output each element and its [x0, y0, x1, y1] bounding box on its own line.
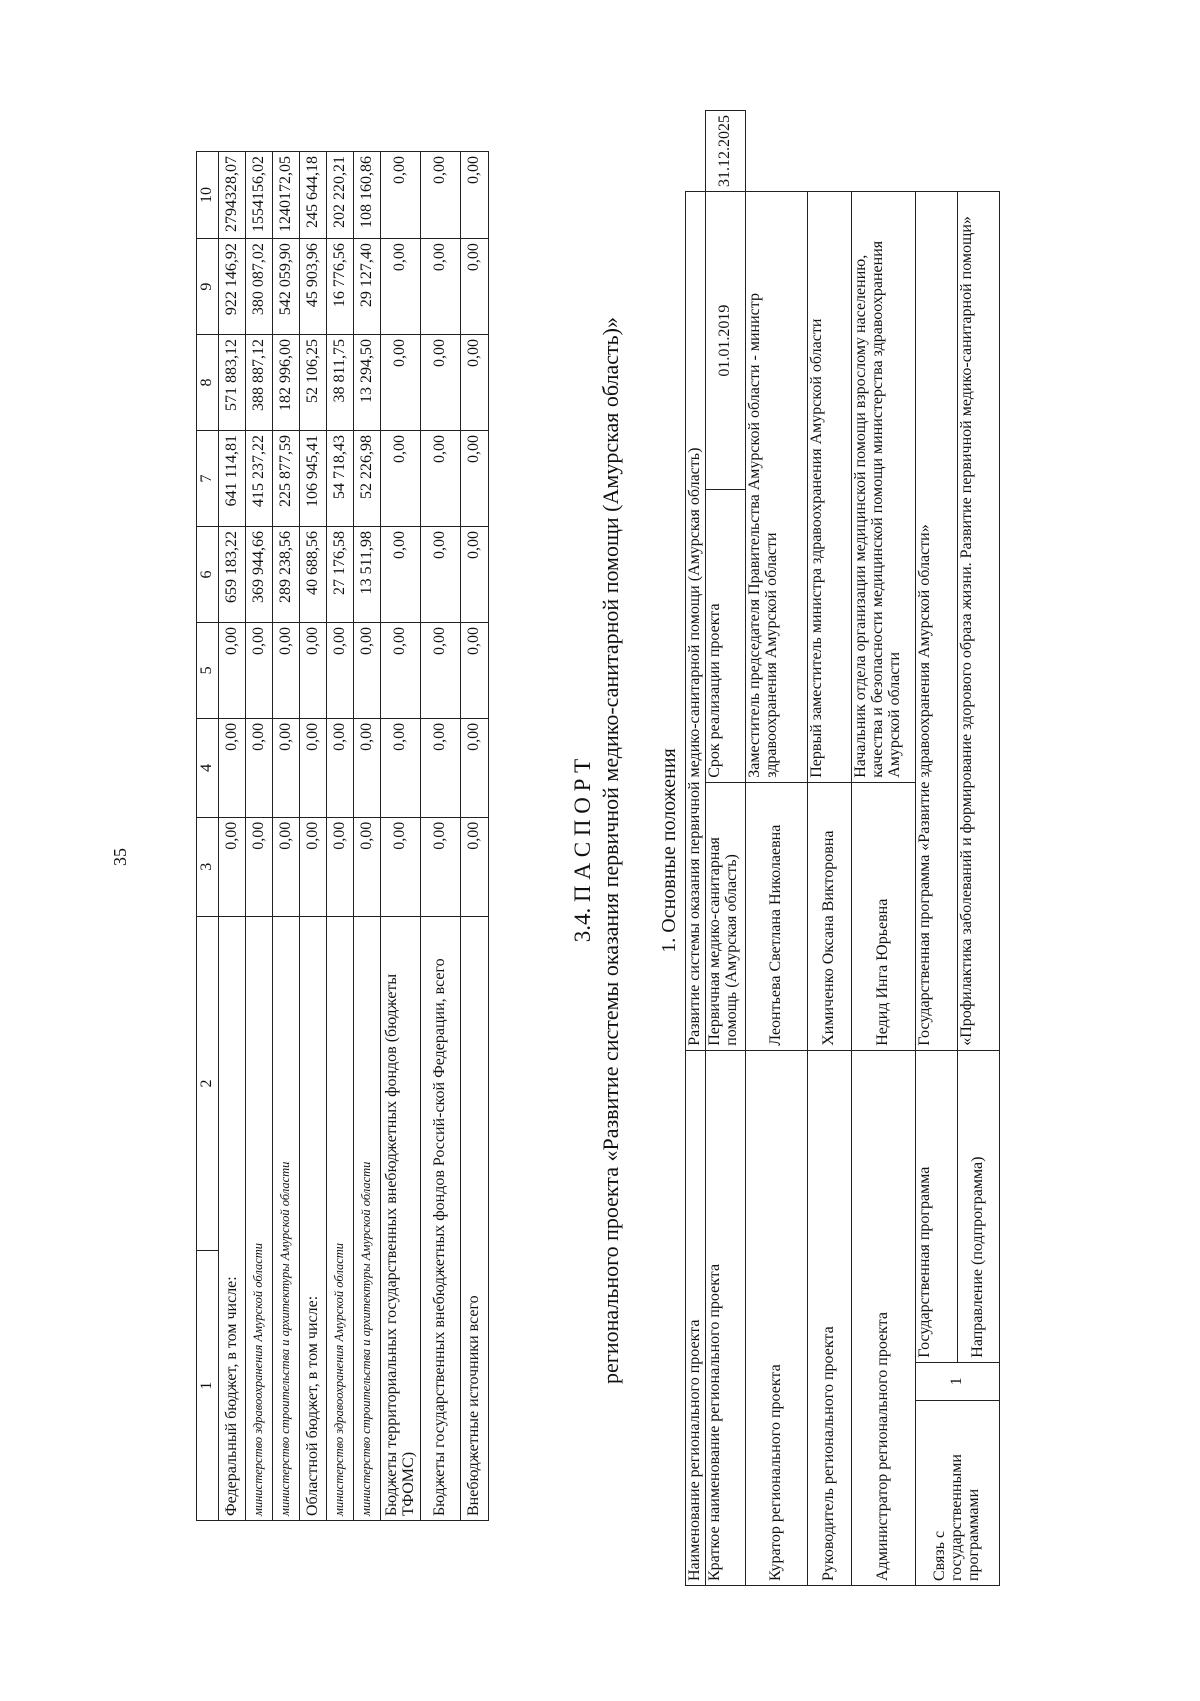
passport-head-label: Руководитель регионального проекта [808, 1050, 852, 1585]
finance-value-cell: 369 944,66 [246, 526, 273, 622]
finance-value-cell: 659 183,22 [219, 526, 246, 622]
finance-header-cell: 1 [197, 1251, 219, 1521]
passport-term-label: Срок реализации проекта [706, 490, 746, 782]
finance-row [219, 152, 246, 1521]
finance-value-cell: 0,00 [327, 622, 354, 718]
finance-row [246, 152, 273, 1521]
finance-value-cell: 289 238,56 [273, 526, 300, 622]
finance-value-cell: 29 127,40 [354, 239, 381, 335]
passport-head-name: Химиченко Оксана Викторовна [808, 782, 852, 1050]
passport-term-end: 31.12.2025 [706, 111, 746, 192]
passport-name-value: Развитие системы оказания первичной медико-санитарной помощи (Амурская область) [686, 192, 706, 1051]
finance-row-name: Внебюджетные источники всего [461, 916, 489, 1520]
finance-header-cell: 10 [197, 152, 219, 239]
finance-value-cell: 0,00 [219, 817, 246, 916]
passport-row-short [706, 111, 746, 1586]
finance-value-cell: 0,00 [219, 622, 246, 718]
finance-value-cell: 0,00 [461, 152, 489, 239]
finance-value-cell: 0,00 [461, 239, 489, 335]
finance-value-cell: 0,00 [461, 718, 489, 817]
finance-value-cell: 16 776,56 [327, 239, 354, 335]
finance-row [354, 152, 381, 1521]
finance-value-cell: 52 226,98 [354, 431, 381, 527]
finance-value-cell: 0,00 [381, 335, 421, 431]
finance-value-cell: 641 114,81 [219, 431, 246, 527]
finance-value-cell: 245 644,18 [300, 152, 327, 239]
finance-value-cell: 0,00 [381, 526, 421, 622]
finance-row-name: министерство здравоохранения Амурской области [327, 916, 354, 1520]
finance-value-cell: 106 945,41 [300, 431, 327, 527]
finance-value-cell: 108 160,86 [354, 152, 381, 239]
finance-value-cell: 0,00 [300, 718, 327, 817]
finance-value-cell: 0,00 [246, 622, 273, 718]
passport-name-label: Наименование регионального проекта [686, 1050, 706, 1585]
passport-term-start: 01.01.2019 [706, 192, 746, 490]
page-number: 35 [110, 848, 130, 866]
finance-row-name: Бюджеты территориальных государственных внебюджетных фондов (бюджеты ТФОМС) [381, 916, 421, 1520]
passport-program-label: Государственная программа [916, 1050, 958, 1362]
passport-admin-name: Недид Инга Юрьевна [852, 782, 916, 1050]
finance-value-cell: 54 718,43 [327, 431, 354, 527]
passport-link-label: Связь с государственными программами [916, 1400, 1000, 1585]
finance-value-cell: 45 903,96 [300, 239, 327, 335]
finance-value-cell: 0,00 [421, 718, 461, 817]
finance-row [461, 152, 489, 1521]
finance-value-cell: 0,00 [300, 622, 327, 718]
passport-short-value: Первичная медико-санитарная помощь (Амурская область) [706, 782, 746, 1050]
passport-short-label: Краткое наименование регионального проекта [706, 1050, 746, 1585]
finance-header-cell: 9 [197, 239, 219, 335]
passport-admin-pos: Начальник отдела организации медицинской помощи взрослому населению, качества и безопасности медицинской помощи министерства здравоохранения Амурской области [852, 192, 916, 783]
finance-row [300, 152, 327, 1521]
finance-row-name: министерство строительства и архитектуры Амурской области [273, 916, 300, 1520]
finance-value-cell: 0,00 [381, 622, 421, 718]
finance-value-cell: 27 176,58 [327, 526, 354, 622]
finance-value-cell: 415 237,22 [246, 431, 273, 527]
finance-header-cell: 7 [197, 431, 219, 527]
finance-value-cell: 571 883,12 [219, 335, 246, 431]
passport-program-value: Государственная программа «Развитие здравоохранения Амурской области» [916, 192, 958, 1051]
finance-value-cell: 202 220,21 [327, 152, 354, 239]
finance-value-cell: 0,00 [381, 431, 421, 527]
passport-curator-pos: Заместитель председателя Правительства Амурской области - министр здравоохранения Амурской области [746, 192, 808, 783]
finance-value-cell: 0,00 [354, 718, 381, 817]
finance-value-cell: 0,00 [300, 817, 327, 916]
passport-table [685, 110, 1000, 1586]
finance-value-cell: 542 059,90 [273, 239, 300, 335]
finance-value-cell: 0,00 [327, 817, 354, 916]
finance-value-cell: 0,00 [246, 817, 273, 916]
finance-row-name: Областной бюджет, в том числе: [300, 916, 327, 1520]
finance-header-cell: 4 [197, 718, 219, 817]
finance-value-cell: 52 106,25 [300, 335, 327, 431]
passport-admin-label: Администратор регионального проекта [852, 1050, 916, 1585]
passport-subtitle: регионального проекта «Развитие системы оказания первичной медико-санитарной помощи (Амурская область)» [598, 317, 623, 1384]
finance-value-cell: 1240172,05 [273, 152, 300, 239]
passport-row-name [686, 111, 706, 1586]
finance-table [196, 151, 489, 1521]
finance-row [327, 152, 354, 1521]
finance-value-cell: 2794328,07 [219, 152, 246, 239]
finance-value-cell: 0,00 [327, 718, 354, 817]
finance-value-cell: 0,00 [273, 622, 300, 718]
section-title: 1. Основные положения [658, 748, 680, 953]
finance-value-cell: 0,00 [421, 431, 461, 527]
finance-value-cell: 0,00 [381, 718, 421, 817]
finance-value-cell: 38 811,75 [327, 335, 354, 431]
finance-value-cell: 0,00 [421, 239, 461, 335]
finance-value-cell: 922 146,92 [219, 239, 246, 335]
finance-header-cell: 2 [197, 916, 219, 1251]
finance-value-cell: 0,00 [421, 335, 461, 431]
passport-heading: 3.4. П А С П О Р Т [570, 758, 595, 943]
passport-link-num: 1 [916, 1362, 1000, 1400]
finance-header-row [197, 152, 219, 1521]
finance-header-cell: 8 [197, 335, 219, 431]
finance-row-name: Федеральный бюджет, в том числе: [219, 916, 246, 1520]
finance-value-cell: 13 511,98 [354, 526, 381, 622]
passport-head-pos: Первый заместитель министра здравоохранения Амурской области [808, 192, 852, 783]
finance-row-name: министерство здравоохранения Амурской области [246, 916, 273, 1520]
finance-row-name: Бюджеты государственных внебюджетных фондов Россий-ской Федерации, всего [421, 916, 461, 1520]
finance-value-cell: 0,00 [421, 622, 461, 718]
finance-value-cell: 0,00 [461, 622, 489, 718]
finance-value-cell: 0,00 [381, 152, 421, 239]
finance-value-cell: 182 996,00 [273, 335, 300, 431]
finance-value-cell: 0,00 [421, 817, 461, 916]
finance-row-name: министерство строительства и архитектуры Амурской области [354, 916, 381, 1520]
finance-value-cell: 0,00 [421, 526, 461, 622]
passport-sub-value: «Профилактика заболеваний и формирование здорового образа жизни. Развитие первичной медико-санитарной помощи» [958, 192, 1000, 1051]
passport-sub-label: Направление (подпрограмма) [958, 1050, 1000, 1362]
finance-value-cell: 388 887,12 [246, 335, 273, 431]
finance-header-cell: 5 [197, 622, 219, 718]
finance-value-cell: 0,00 [421, 152, 461, 239]
passport-row-admin [852, 111, 916, 1586]
finance-value-cell: 0,00 [461, 335, 489, 431]
finance-value-cell: 40 688,56 [300, 526, 327, 622]
finance-row [273, 152, 300, 1521]
finance-value-cell: 225 877,59 [273, 431, 300, 527]
finance-value-cell: 0,00 [461, 431, 489, 527]
finance-value-cell: 0,00 [461, 526, 489, 622]
finance-value-cell: 1554156,02 [246, 152, 273, 239]
finance-header-cell: 3 [197, 817, 219, 916]
passport-row-head [808, 111, 852, 1586]
finance-row [381, 152, 421, 1521]
passport-row-curator [746, 111, 808, 1586]
finance-value-cell: 0,00 [273, 718, 300, 817]
finance-value-cell: 13 294,50 [354, 335, 381, 431]
finance-value-cell: 0,00 [273, 817, 300, 916]
finance-value-cell: 0,00 [381, 239, 421, 335]
finance-value-cell: 0,00 [354, 817, 381, 916]
finance-value-cell: 0,00 [246, 718, 273, 817]
passport-curator-label: Куратор регионального проекта [746, 1050, 808, 1585]
finance-value-cell: 0,00 [461, 817, 489, 916]
finance-value-cell: 0,00 [354, 622, 381, 718]
passport-row-program [916, 111, 958, 1586]
passport-curator-name: Леонтьева Светлана Николаевна [746, 782, 808, 1050]
finance-header-cell: 6 [197, 526, 219, 622]
finance-value-cell: 0,00 [219, 718, 246, 817]
finance-row [421, 152, 461, 1521]
finance-value-cell: 380 087,02 [246, 239, 273, 335]
finance-value-cell: 0,00 [381, 817, 421, 916]
